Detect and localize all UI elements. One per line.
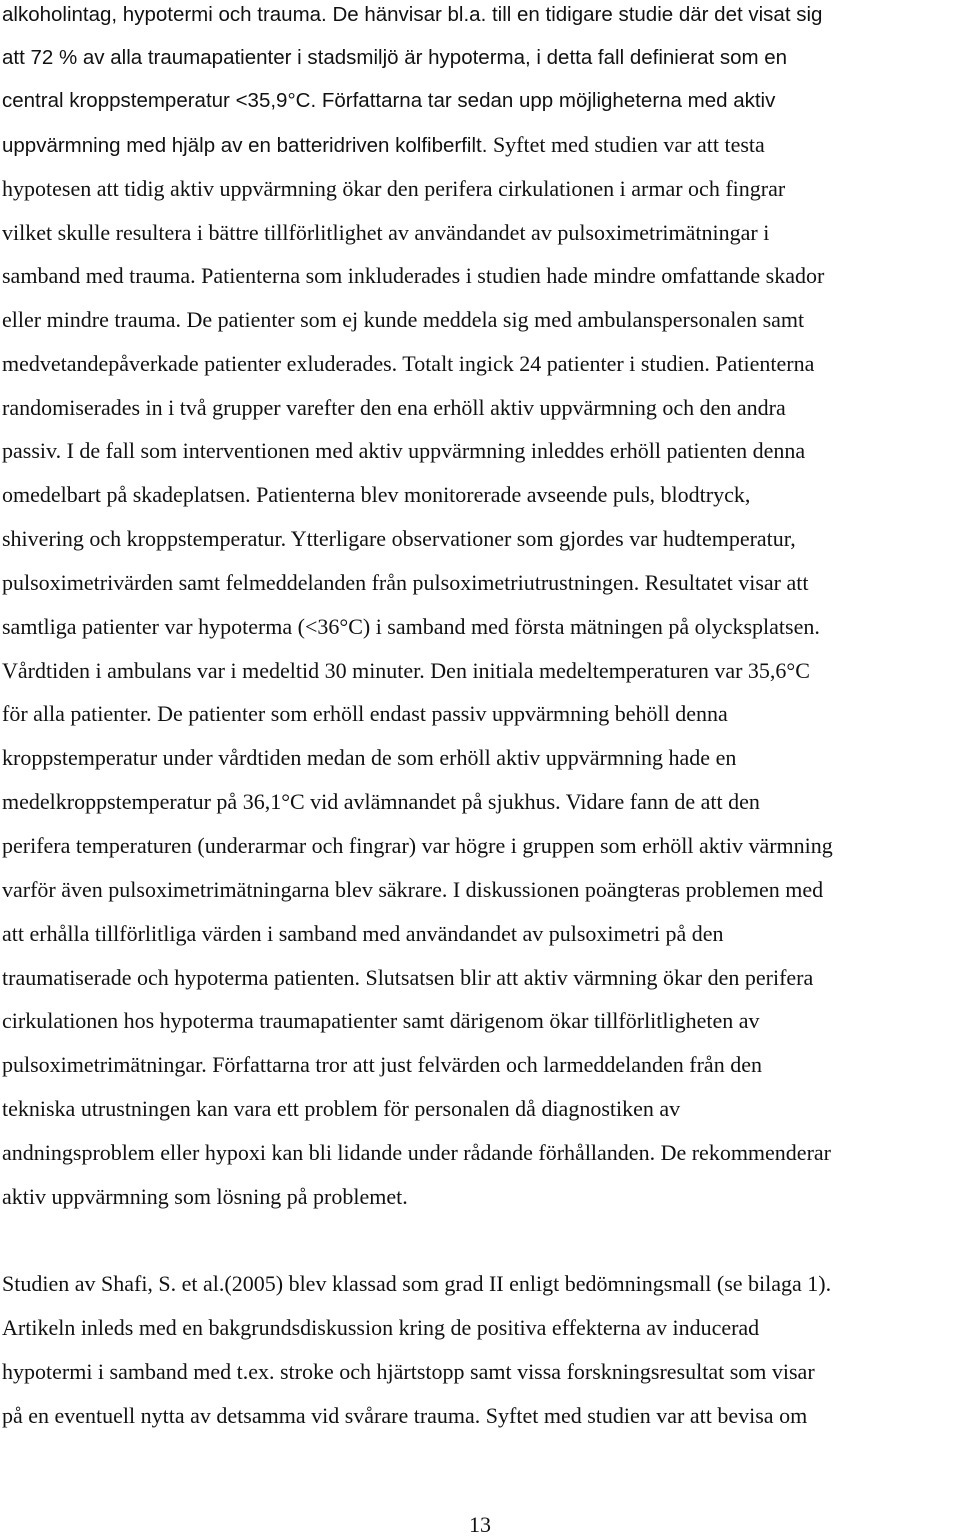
text-line: hypotermi i samband med t.ex. stroke och hjärtstopp samt vissa forskningsresultat som visar [2, 1359, 815, 1384]
text-line: pulsoximetrivärden samt felmeddelanden från pulsoximetriutrustningen. Resultatet visar att [2, 570, 809, 595]
text-segment: uppvärmning med hjälp av en batteridriven kolfiberfilt. [2, 134, 488, 157]
text-line: varför även pulsoximetrimätningarna blev säkrare. I diskussionen poängteras problemen med [2, 877, 824, 902]
text-line: eller mindre trauma. De patienter som ej kunde meddela sig med ambulanspersonalen samt [2, 307, 805, 332]
text-line: medelkroppstemperatur på 36,1°C vid avlämnandet på sjukhus. Vidare fann de att den [2, 789, 760, 814]
page-number: 13 [469, 1512, 491, 1537]
text-line: på en eventuell nytta av detsamma vid svårare trauma. Syftet med studien var att bevisa om [2, 1403, 808, 1428]
text-line: cirkulationen hos hypoterma traumapatienter samt därigenom ökar tillförlitligheten av [2, 1008, 760, 1033]
text-line: hypotesen att tidig aktiv uppvärmning ökar den perifera cirkulationen i armar och fingrar [2, 176, 786, 201]
text-line: aktiv uppvärmning som lösning på problemet. [2, 1184, 408, 1209]
text-line: vilket skulle resultera i bättre tillförlitlighet av användandet av pulsoximetrimätningar i [2, 220, 770, 245]
text-line: randomiserades in i två grupper varefter den ena erhöll aktiv uppvärmning och den andra [2, 395, 786, 420]
text-line: tekniska utrustningen kan vara ett problem för personalen då diagnostiken av [2, 1096, 681, 1121]
text-line-mixed [2, 132, 765, 159]
text-line: medvetandepåverkade patienter exluderades. Totalt ingick 24 patienter i studien. Patienterna [2, 351, 815, 376]
text-line: andningsproblem eller hypoxi kan bli lidande under rådande förhållanden. De rekommenderar [2, 1140, 831, 1165]
text-segment: Syftet med studien var att testa [487, 132, 765, 157]
text-line: central kroppstemperatur <35,9°C. Författarna tar sedan upp möjligheterna med aktiv [2, 89, 776, 112]
text-line: pulsoximetrimätningar. Författarna tror att just felvärden och larmeddelanden från den [2, 1052, 762, 1077]
text-line: Artikeln inleds med en bakgrundsdiskussion kring de positiva effekterna av inducerad [2, 1315, 760, 1340]
text-line: shivering och kroppstemperatur. Ytterligare observationer som gjordes var hudtemperatur, [2, 526, 796, 551]
text-line: kroppstemperatur under vårdtiden medan de som erhöll aktiv uppvärmning hade en [2, 745, 737, 770]
text-line: passiv. I de fall som interventionen med aktiv uppvärmning inleddes erhöll patienten denna [2, 438, 806, 463]
text-line: samband med trauma. Patienterna som inkluderades i studien hade mindre omfattande skador [2, 263, 825, 288]
text-line: för alla patienter. De patienter som erhöll endast passiv uppvärmning behöll denna [2, 701, 728, 726]
text-line: samtliga patienter var hypoterma (<36°C) i samband med första mätningen på olycksplatsen. [2, 614, 820, 639]
text-line: att 72 % av alla traumapatienter i stadsmiljö är hypoterma, i detta fall definierat som en [2, 46, 788, 69]
text-line: Vårdtiden i ambulans var i medeltid 30 minuter. Den initiala medeltemperaturen var 35,6°C [2, 658, 810, 683]
text-line: omedelbart på skadeplatsen. Patienterna blev monitorerade avseende puls, blodtryck, [2, 482, 751, 507]
text-line: traumatiserade och hypoterma patienten. Slutsatsen blir att aktiv värmning ökar den perifera [2, 965, 814, 990]
text-line: att erhålla tillförlitliga värden i samband med användandet av pulsoximetri på den [2, 921, 724, 946]
text-line: alkoholintag, hypotermi och trauma. De hänvisar bl.a. till en tidigare studie där det visat sig [2, 3, 823, 26]
text-line: Studien av Shafi, S. et al.(2005) blev klassad som grad II enligt bedömningsmall (se bilaga 1). [2, 1271, 832, 1296]
text-line: perifera temperaturen (underarmar och fingrar) var högre i gruppen som erhöll aktiv värmning [2, 833, 833, 858]
